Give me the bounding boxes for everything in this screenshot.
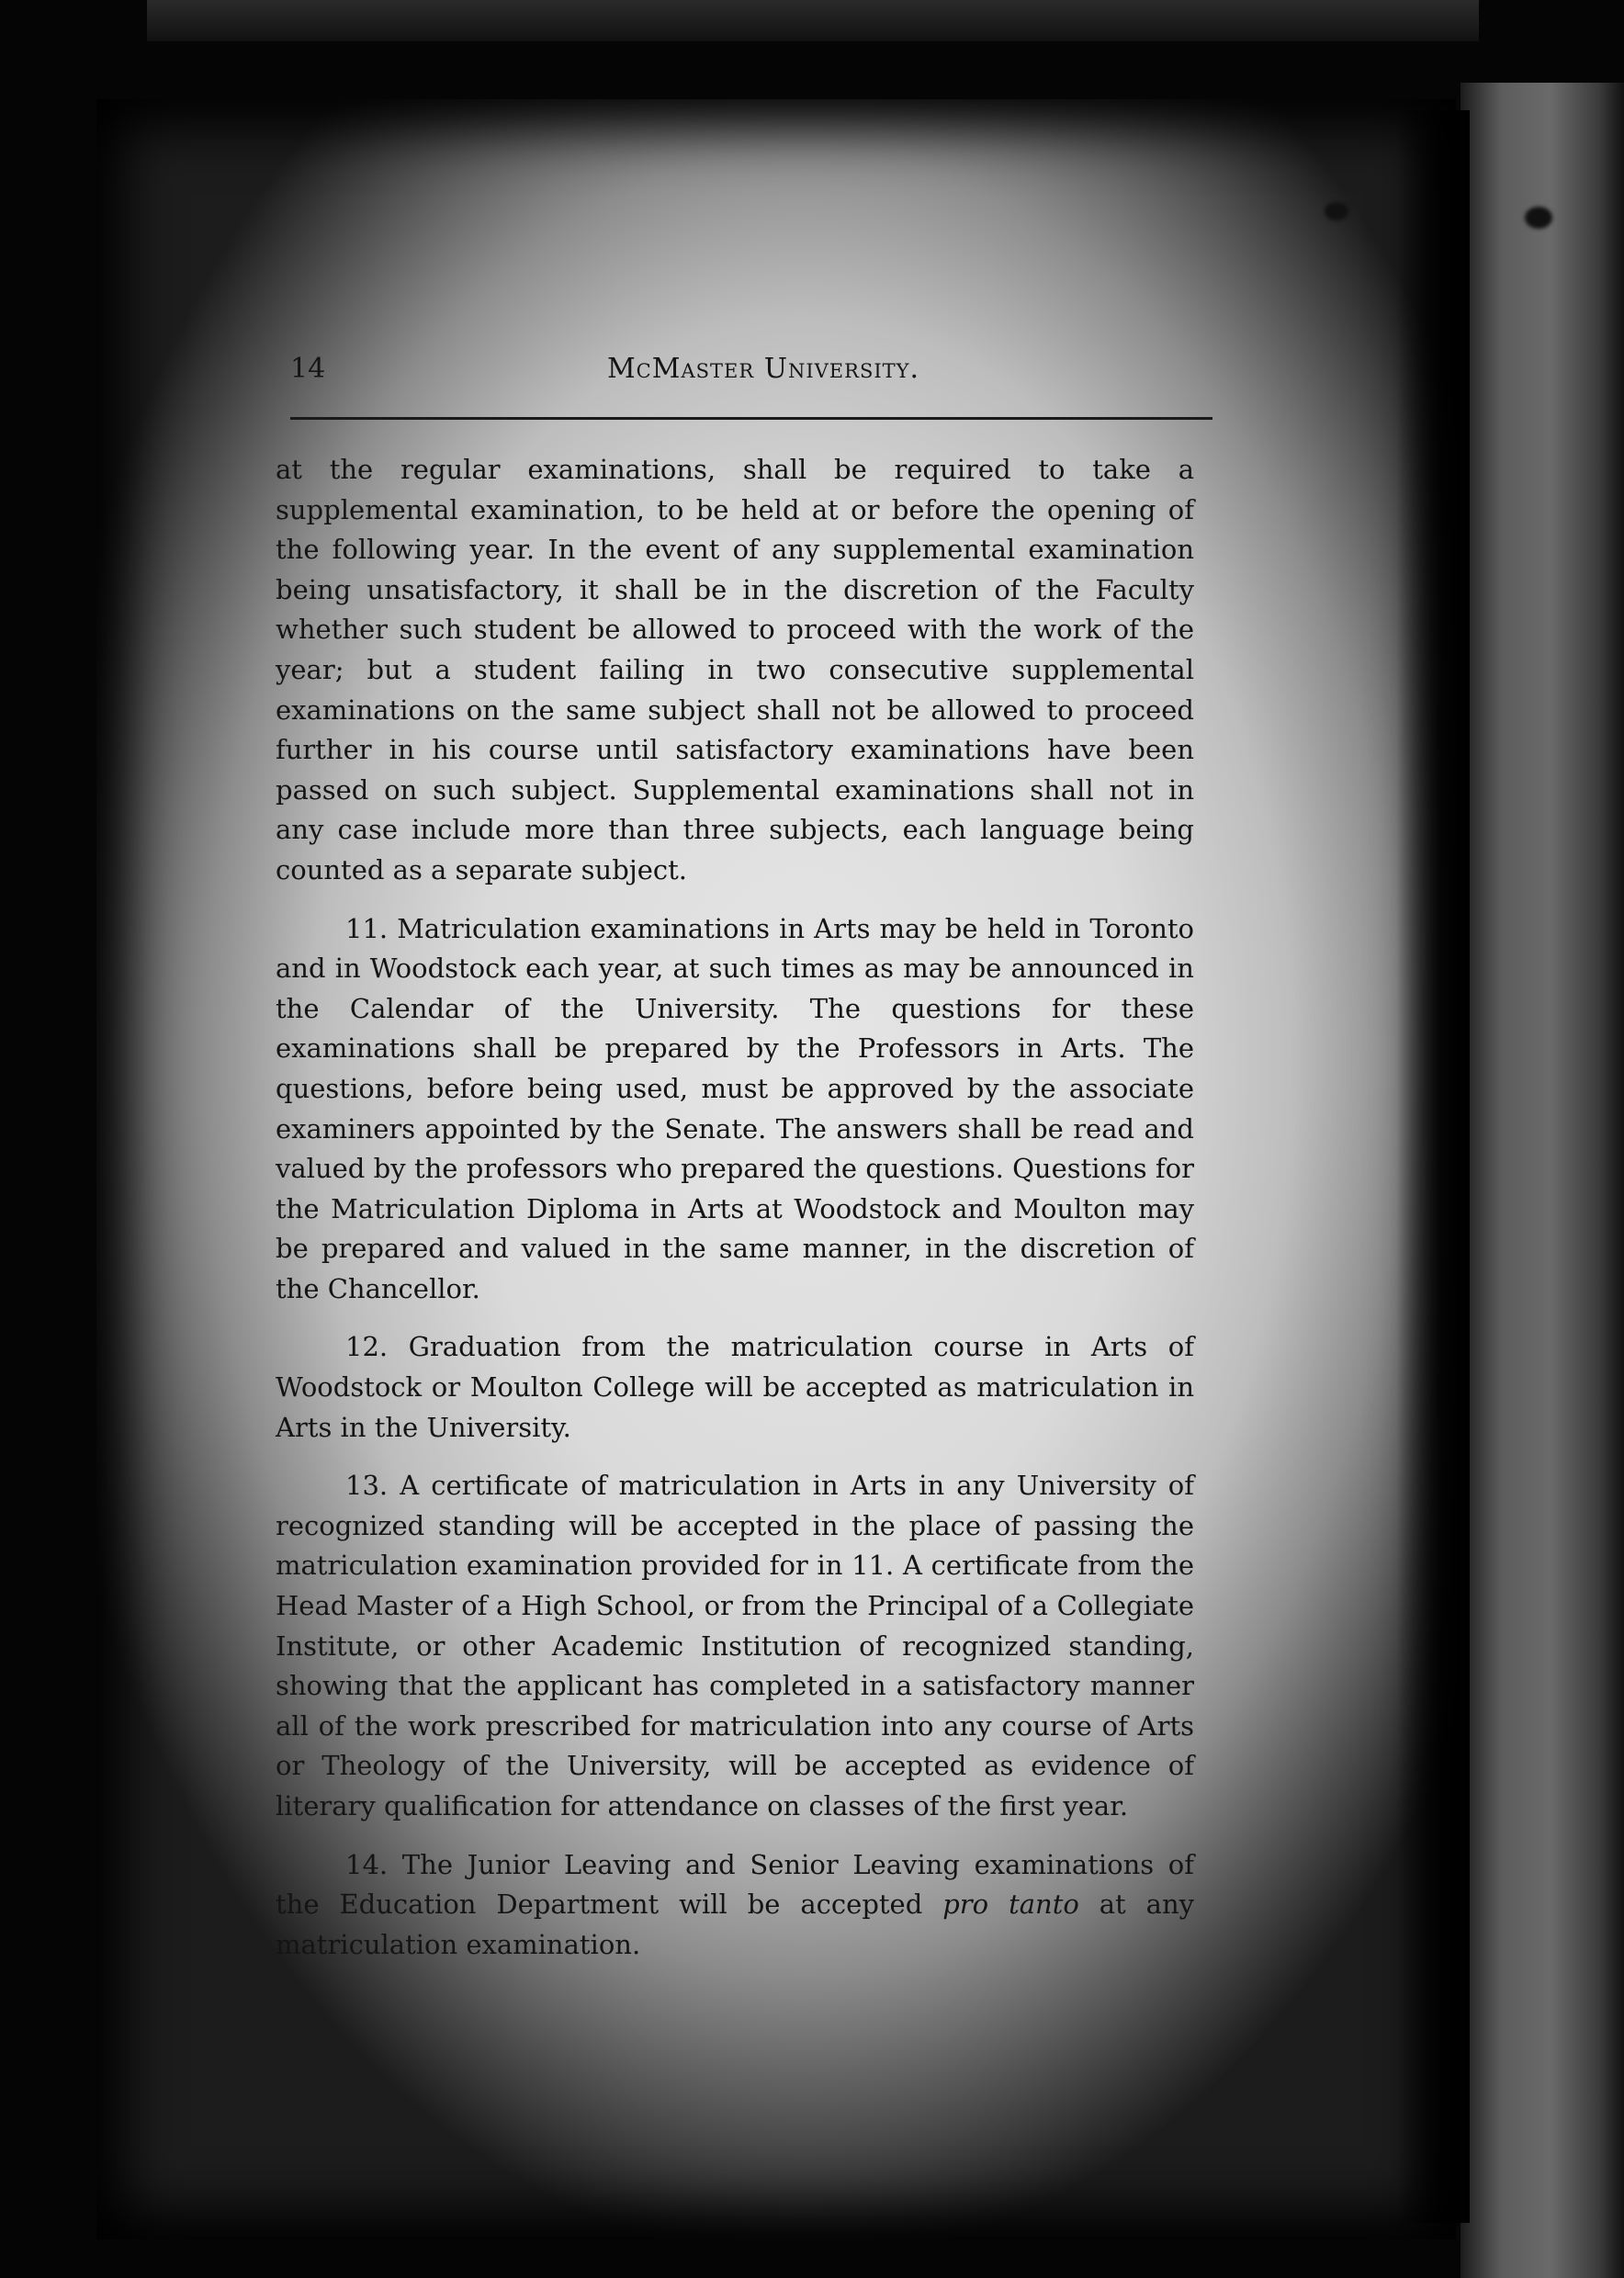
paragraph-12 [276, 1327, 1194, 1448]
running-title: McMaster University. [606, 353, 920, 385]
paragraph-text: Matriculation examinations in Arts may be held in Toronto and in Woodstock each year, at such times as may be announced in the Calendar of the University. The questions for these examinations shall be prepared by the Professors in Arts. The questions, before being used, must be approved by the associate examiners appointed by the Senate. The answers shall be read and valued by the professors who prepared the questions. Questions for the Matriculation Diploma in Arts at Woodstock and Moulton may be prepared and valued in the same manner, in the discretion of the Chancellor. [276, 912, 1194, 1304]
paragraph-14 [276, 1845, 1194, 1966]
paragraph-text: A certificate of matriculation in Arts in any University of recognized standing will be accepted in the place of passing the matriculation examination provided for in 11. A certificate from the Head Master of a High School, or from the Principal of a Collegiate Institute, or other Academic Institution of recognized standing, showing that the applicant has completed in a satisfactory manner all of the work prescribed for matriculation into any course of Arts or Theology of the University, will be accepted as evidence of literary qualification for attendance on classes of the first year. [276, 1470, 1194, 1821]
paper-blemish [1525, 207, 1552, 229]
page-number: 14 [290, 353, 326, 385]
facing-page-edge [1460, 83, 1624, 2278]
header-rule [290, 417, 1212, 420]
paragraph-13 [276, 1466, 1194, 1826]
paragraph-number: 13. [345, 1470, 389, 1502]
paragraph-number: 12. [345, 1331, 389, 1363]
paragraph-number: 14. [345, 1848, 389, 1880]
body-text [276, 450, 1194, 1965]
paragraph-text: at any matriculation examination. [276, 1889, 1195, 1960]
paragraph-11 [276, 909, 1194, 1310]
running-head [290, 349, 1218, 389]
paragraph-text: The Junior Leaving and Senior Leaving examinations of the Education Department will be accepted [276, 1848, 1194, 1921]
paper-blemish [1325, 202, 1348, 220]
paragraph-text: Graduation from the matriculation course in Arts of Woodstock or Moulton College will be accepted as matriculation in Arts in the University. [276, 1331, 1194, 1443]
paragraph-continuation [276, 450, 1194, 891]
paragraph-number: 11. [345, 912, 389, 944]
gutter-shadow [1396, 110, 1470, 2223]
paragraph-text: at the regular examinations, shall be required to take a supplemental examination, to be held at or before the opening of the following year. In the event of any supplemental examination being unsatisfactory, it shall be in the discretion of the Faculty whether such student be allowed to proceed with the work of the year; but a student failing in two consecutive supplemental examinations on the same subject shall not be allowed to proceed further in his course until satisfactory examinations have been passed on such subject. Supplemental examinations shall not in any case include more than three subjects, each language being counted as a separate subject. [276, 454, 1194, 885]
italic-phrase: pro tanto [942, 1889, 1079, 1921]
scan-top-edge [147, 0, 1479, 41]
